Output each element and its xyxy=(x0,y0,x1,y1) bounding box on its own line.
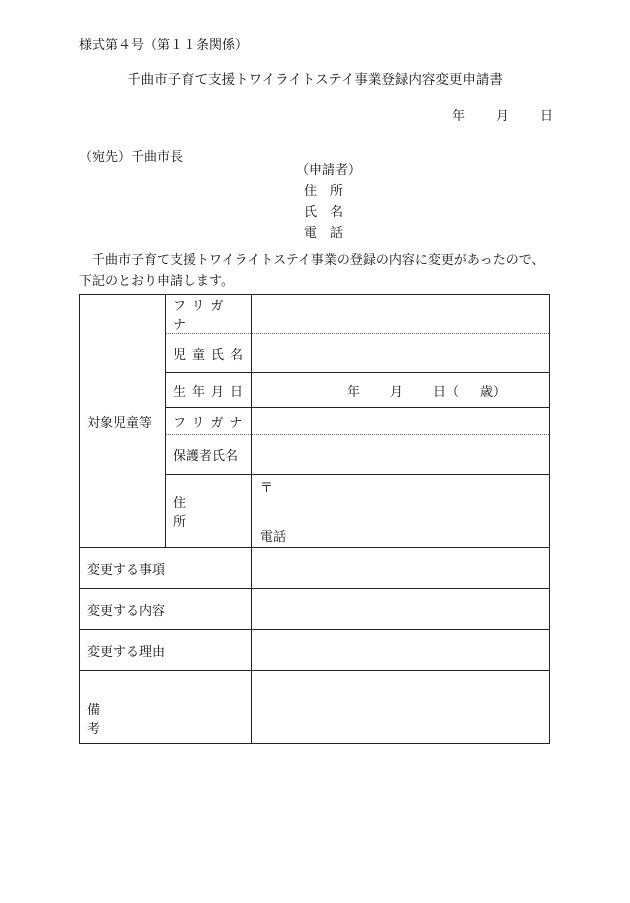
birth-date-input[interactable] xyxy=(252,373,550,408)
addressee: （宛先）千曲市長 xyxy=(79,150,184,165)
change-reason-text: 変更する理由 xyxy=(87,644,166,660)
address-label xyxy=(166,475,252,548)
child-furigana-label xyxy=(166,295,252,334)
date-year: 年 xyxy=(452,109,466,124)
remarks-input[interactable] xyxy=(252,671,550,744)
change-item-text: 変更する事項 xyxy=(87,562,166,578)
body-text: 千曲市子育て支援トワイライトステイ事業の登録の内容に変更があったので、下記のとおり申請します。 xyxy=(79,253,545,289)
group-label: 対象児童等 xyxy=(80,295,166,548)
date-month: 月 xyxy=(496,109,510,124)
change-item-input[interactable] xyxy=(252,548,550,589)
applicant-name-label: 氏 名 xyxy=(304,205,344,220)
birth-date-label xyxy=(166,373,252,408)
change-content-text: 変更する内容 xyxy=(87,603,166,619)
form-number: 様式第４号（第１１条関係） xyxy=(79,38,249,53)
guardian-name-text: 保護者氏名 xyxy=(173,449,239,464)
birth-age: 歳） xyxy=(480,384,507,400)
child-furigana-text: フリガナ xyxy=(173,299,230,333)
guardian-name-input[interactable] xyxy=(252,435,550,475)
guardian-furigana-text: フリガナ xyxy=(173,415,249,431)
postal-mark: 〒 xyxy=(260,481,274,496)
applicant-block xyxy=(296,160,361,244)
change-reason-label xyxy=(80,630,252,671)
birth-day: 日（ xyxy=(433,384,460,400)
document-title: 千曲市子育て支援トワイライトステイ事業登録内容変更申請書 xyxy=(127,72,503,88)
application-table xyxy=(79,294,550,744)
applicant-heading: （申請者） xyxy=(296,163,362,178)
guardian-furigana-label xyxy=(166,408,252,435)
address-input[interactable] xyxy=(252,475,550,548)
child-furigana-input[interactable] xyxy=(252,295,550,334)
application-date xyxy=(452,105,553,124)
guardian-furigana-input[interactable] xyxy=(252,408,550,435)
child-name-label xyxy=(166,334,252,373)
remarks-text: 備考 xyxy=(87,703,226,737)
remarks-label xyxy=(80,671,252,744)
birth-date-text: 生年月日 xyxy=(173,384,250,400)
tel-label: 電話 xyxy=(260,530,287,545)
birth-month: 月 xyxy=(390,384,404,400)
applicant-address-label: 住 所 xyxy=(304,184,344,199)
date-day: 日 xyxy=(540,109,554,124)
change-content-label xyxy=(80,589,252,630)
applicant-phone-label: 電 話 xyxy=(304,226,344,241)
change-item-label xyxy=(80,548,252,589)
guardian-name-label xyxy=(166,435,252,475)
change-content-input[interactable] xyxy=(252,589,550,630)
child-name-input[interactable] xyxy=(252,334,550,373)
birth-year: 年 xyxy=(347,384,361,400)
child-name-text: 児童氏名 xyxy=(173,347,250,363)
address-text: 住所 xyxy=(173,496,232,530)
change-reason-input[interactable] xyxy=(252,630,550,671)
